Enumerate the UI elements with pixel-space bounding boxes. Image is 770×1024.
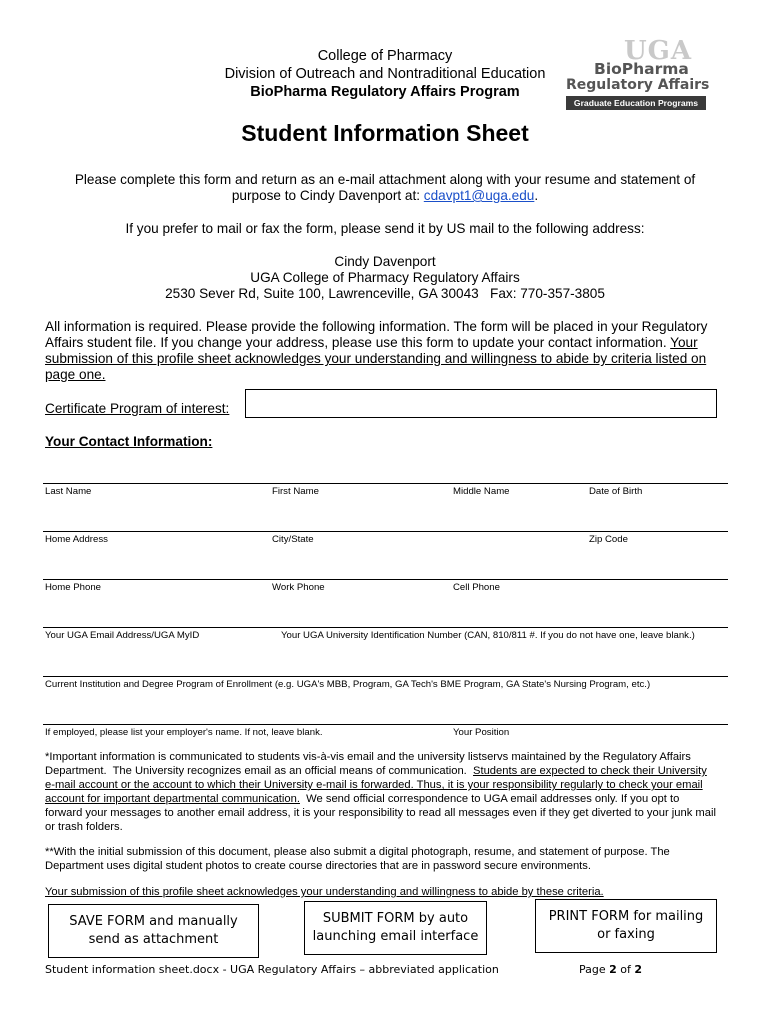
info-line1: All information is required. Please provide the following information. The form will be placed in your Regulatory xyxy=(45,319,708,334)
mail-instruction: If you prefer to mail or fax the form, please send it by US mail to the following address: xyxy=(125,221,645,236)
important-l3: e-mail account or the account to which their University e-mail is forwarded. Thus, it is your responsibility regularly to check your email xyxy=(45,779,703,791)
certificate-input[interactable] xyxy=(245,389,717,418)
footer-document-name: Student information sheet.docx - UGA Regulatory Affairs – abbreviated application xyxy=(45,963,499,976)
footer-page-total: 2 xyxy=(634,963,643,976)
home-phone-label: Home Phone xyxy=(45,582,101,593)
uga-email-label: Your UGA Email Address/UGA MyID xyxy=(45,630,200,641)
row6-line xyxy=(43,724,728,725)
row4-line xyxy=(43,627,728,628)
important-l2-underlined: Students are expected to check their University xyxy=(473,765,707,777)
photo-l2: Department uses digital student photos to create course directories that are in password secure environments. xyxy=(45,860,591,872)
important-l4-underlined: account for important departmental communication. xyxy=(45,793,300,805)
intro-line2 xyxy=(0,188,770,204)
zip-code-label: Zip Code xyxy=(589,534,628,545)
intro-prefix: purpose to Cindy Davenport at: xyxy=(231,188,424,203)
info-line2-underlined: Your xyxy=(670,335,698,350)
acknowledge-line: Your submission of this profile sheet acknowledges your understanding and willingness to abide by these criteria. xyxy=(45,886,604,898)
position-label: Your Position xyxy=(453,727,510,738)
save-form-line1: SAVE FORM and manually xyxy=(69,914,238,929)
institution-label: Current Institution and Degree Program of Enrollment (e.g. UGA's MBB, Program, GA Tech's BME Program, GA State's Nursing Program, etc.) xyxy=(45,679,651,690)
employer-label: If employed, please list your employer's name. If not, leave blank. xyxy=(45,727,323,738)
print-form-button[interactable] xyxy=(535,899,717,953)
home-address-label: Home Address xyxy=(45,534,108,545)
header-program: BioPharma Regulatory Affairs Program xyxy=(250,84,520,100)
address-org: UGA College of Pharmacy Regulatory Affairs xyxy=(250,270,520,285)
submit-form-line1: SUBMIT FORM by auto xyxy=(322,911,469,926)
print-form-text xyxy=(549,908,704,944)
biopharma-logo xyxy=(566,38,708,112)
logo-band: Graduate Education Programs xyxy=(566,96,706,110)
logo-biopharma: BioPharma xyxy=(594,60,689,78)
last-name-label: Last Name xyxy=(45,486,92,497)
row2-line xyxy=(43,531,728,532)
intro-line1: Please complete this form and return as an e-mail attachment along with your resume and statement of xyxy=(74,172,696,187)
important-l1: *Important information is communicated to students vis-à-vis email and the university listservs maintained by the Regulatory Affairs xyxy=(45,751,691,763)
save-form-button[interactable] xyxy=(48,904,259,958)
info-line3: submission of this profile sheet acknowledges your understanding and willingness to abide by criteria listed on xyxy=(45,351,707,366)
footer-page-current: 2 xyxy=(609,963,617,976)
email-link[interactable]: cdavpt1@uga.edu xyxy=(423,188,535,203)
submit-form-text xyxy=(313,910,479,946)
important-l4-plain: We send official correspondence to UGA email addresses only. If you opt to xyxy=(299,793,680,805)
uga-id-label: Your UGA University Identification Number (CAN, 810/811 #. If you do not have one, leave blank.) xyxy=(281,630,695,641)
info-line2 xyxy=(45,335,735,351)
photo-l1: **With the initial submission of this document, please also submit a digital photograph, resume, and statement of purpose. The xyxy=(45,846,670,858)
middle-name-label: Middle Name xyxy=(453,486,510,497)
important-l5: forward your messages to another email address, it is your responsibility to read all messages even if they get diverted to your junk mail xyxy=(45,807,716,819)
row1-line xyxy=(43,483,728,484)
logo-regulatory: Regulatory Affairs xyxy=(566,77,710,93)
footer-page-prefix: Page xyxy=(579,963,610,976)
row3-line xyxy=(43,579,728,580)
important-l6: or trash folders. xyxy=(45,821,123,833)
row5-line xyxy=(43,676,728,677)
info-line2-plain: Affairs student file. If you change your address, please use this form to update your contact information. xyxy=(45,335,671,350)
save-form-text xyxy=(69,913,237,949)
save-form-line2: send as attachment xyxy=(88,932,219,947)
city-state-label: City/State xyxy=(272,534,314,545)
first-name-label: First Name xyxy=(272,486,319,497)
header-college: College of Pharmacy xyxy=(317,48,453,64)
footer-page-of: of xyxy=(616,963,635,976)
work-phone-label: Work Phone xyxy=(272,582,325,593)
row6-input-area[interactable] xyxy=(43,703,728,723)
contact-heading: Your Contact Information: xyxy=(45,434,213,449)
logo-uga: UGA xyxy=(624,36,693,66)
row2-input-area[interactable] xyxy=(43,510,728,530)
footer-page-number xyxy=(579,963,642,976)
address-street: 2530 Sever Rd, Suite 100, Lawrenceville, GA 30043 Fax: 770-357-3805 xyxy=(165,286,605,301)
row3-input-area[interactable] xyxy=(43,558,728,578)
submit-form-button[interactable] xyxy=(304,901,487,955)
important-l2-plain: Department. The University recognizes email as an official means of communication. xyxy=(45,765,474,777)
row4-input-area[interactable] xyxy=(43,606,728,626)
submit-form-line2: launching email interface xyxy=(312,929,479,944)
row5-input-area[interactable] xyxy=(43,655,728,675)
header-division: Division of Outreach and Nontraditional Education xyxy=(224,66,546,82)
info-line4: page one. xyxy=(45,367,106,382)
print-form-line2: or faxing xyxy=(597,927,655,942)
certificate-label: Certificate Program of interest: xyxy=(45,401,230,416)
page-title: Student Information Sheet xyxy=(241,120,529,146)
important-l2 xyxy=(45,765,735,779)
intro-suffix: . xyxy=(534,188,539,203)
print-form-line1: PRINT FORM for mailing xyxy=(548,909,704,924)
row1-input-area[interactable] xyxy=(43,462,728,482)
cell-phone-label: Cell Phone xyxy=(453,582,500,593)
dob-label: Date of Birth xyxy=(589,486,643,497)
address-name: Cindy Davenport xyxy=(334,254,436,269)
important-l4 xyxy=(45,793,735,807)
